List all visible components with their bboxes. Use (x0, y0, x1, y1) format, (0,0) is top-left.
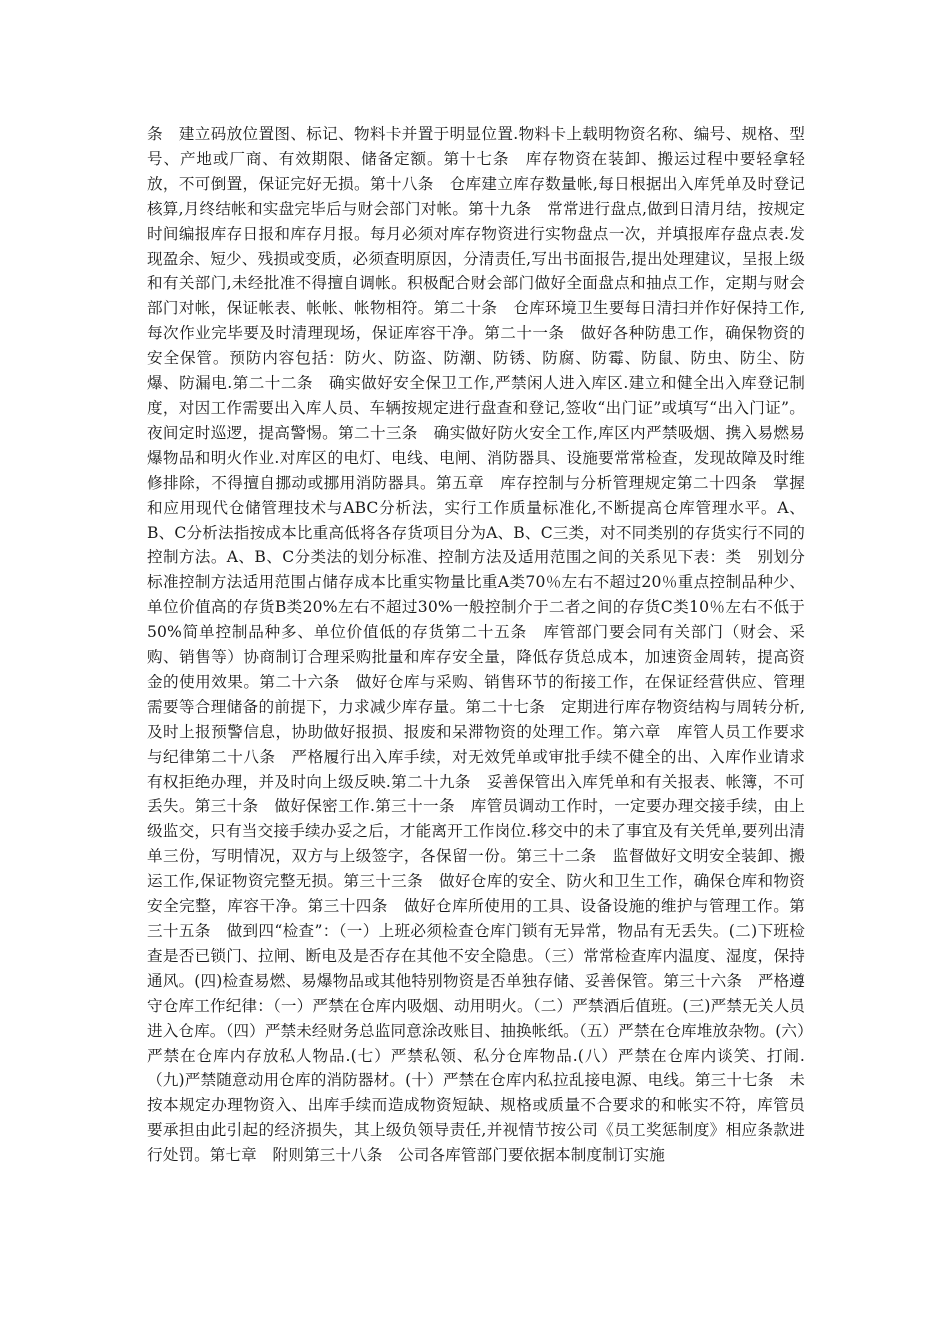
body-paragraph: 条 建立码放位置图、标记、物料卡并置于明显位置.物料卡上载明物资名称、编号、规格、型号、产地或厂商、有效期限、储备定额。第十七条 库存物资在装卸、搬运过程中要轻拿轻放，不可倒置，保证完好无损。第十八条 仓库建立库存数量帐,每日根据出入库凭单及时登记核算,月终结帐和实盘完毕后与财会部门对帐。第十九条 常常进行盘点,做到日清月结，按规定时间编报库存日报和库存月报。每月必须对库存物资进行实物盘点一次，并填报库存盘点表.发现盈余、短少、残损或变质，必须查明原因，分清责任,写出书面报告,提出处理建议，呈报上级和有关部门,未经批准不得擅自调帐。积极配合财会部门做好全面盘点和抽点工作，定期与财会部门对帐，保证帐表、帐帐、帐物相符。第二十条 仓库环境卫生要每日清扫并作好保持工作,每次作业完毕要及时清理现场，保证库容干净。第二十一条 做好各种防患工作，确保物资的安全保管。预防内容包括：防火、防盗、防潮、防锈、防腐、防霉、防鼠、防虫、防尘、防爆、防漏电.第二十二条 确实做好安全保卫工作,严禁闲人进入库区.建立和健全出入库登记制度，对因工作需要出入库人员、车辆按规定进行盘查和登记,签收“出门证”或填写“出入门证”。夜间定时巡逻，提高警惕。第二十三条 确实做好防火安全工作,库区内严禁吸烟、携入易燃易爆物品和明火作业.对库区的电灯、电线、电闸、消防器具、设施要常常检查，发现故障及时维修排除，不得擅自挪动或挪用消防器具。第五章 库存控制与分析管理规定第二十四条 掌握和应用现代仓储管理技术与ABC分析法，实行工作质量标准化,不断提高仓库管理水平。A、B、C分析法指按成本比重高低将各存货项目分为A、B、C三类，对不同类别的存货实行不同的控制方法。A、B、C分类法的划分标准、控制方法及适用范围之间的关系见下表：类 别划分标准控制方法适用范围占储存成本比重实物量比重A类70％左右不超过20％重点控制品种少、单位价值高的存货B类20%左右不超过30%一般控制介于二者之间的存货C类10％左右不低于50%简单控制品种多、单位价值低的存货第二十五条 库管部门要会同有关部门（财会、采购、销售等）协商制订合理采购批量和库存安全量，降低存货总成本，加速资金周转，提高资金的使用效果。第二十六条 做好仓库与采购、销售环节的衔接工作，在保证经营供应、管理需要等合理储备的前提下，力求减少库存量。第二十七条 定期进行库存物资结构与周转分析,及时上报预警信息，协助做好报损、报废和呆滞物资的处理工作。第六章 库管人员工作要求与纪律第二十八条 严格履行出入库手续，对无效凭单或审批手续不健全的出、入库作业请求有权拒绝办理，并及时向上级反映.第二十九条 妥善保管出入库凭单和有关报表、帐簿，不可丢失。第三十条 做好保密工作.第三十一条 库管员调动工作时，一定要办理交接手续，由上级监交，只有当交接手续办妥之后，才能离开工作岗位.移交中的未了事宜及有关凭单,要列出清单三份，写明情况，双方与上级签字，各保留一份。第三十二条 监督做好文明安全装卸、搬运工作,保证物资完整无损。第三十三条 做好仓库的安全、防火和卫生工作，确保仓库和物资安全完整，库容干净。第三十四条 做好仓库所使用的工具、设备设施的维护与管理工作。第三十五条 做到四“检查”：（一）上班必须检查仓库门锁有无异常，物品有无丢失。(二)下班检查是否已锁门、拉闸、断电及是否存在其他不安全隐患。（三）常常检查库内温度、湿度，保持通风。(四)检查易燃、易爆物品或其他特别物资是否单独存储、妥善保管。第三十六条 严格遵守仓库工作纪律：（一）严禁在仓库内吸烟、动用明火。（二）严禁酒后值班。(三)严禁无关人员进入仓库。（四）严禁未经财务总监同意涂改账目、抽换帐纸。（五）严禁在仓库堆放杂物。(六）严禁在仓库内存放私人物品.(七）严禁私领、私分仓库物品.(八）严禁在仓库内谈笑、打闹.（九)严禁随意动用仓库的消防器材。(十）严禁在仓库内私拉乱接电源、电线。第三十七条 未按本规定办理物资入、出库手续而造成物资短缺、规格或质量不合要求的和帐实不符，库管员要承担由此引起的经济损失，其上级负领导责任,并视情节按公司《员工奖惩制度》相应条款进行处罚。第七章 附则第三十八条 公司各库管部门要依据本制度制订实施 (147, 125, 805, 1165)
